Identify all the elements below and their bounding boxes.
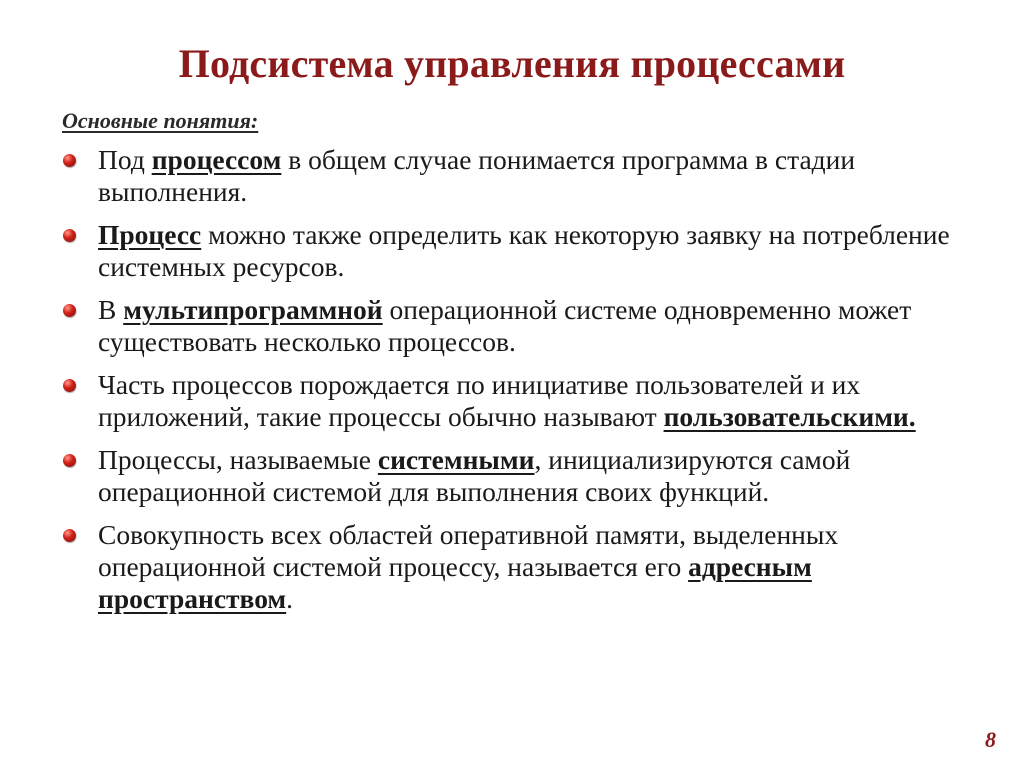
red-ball-bullet-icon [63, 529, 76, 542]
concepts-list [62, 144, 962, 626]
key-term: Процесс [98, 219, 202, 250]
bullet-text: Под [98, 144, 152, 175]
key-term: пользовательскими. [663, 401, 916, 432]
bullet-text: , инициализируются самой операционной системой для выполнения своих функций. [98, 444, 851, 507]
red-ball-bullet-icon [63, 379, 76, 392]
key-term: процессом [151, 144, 282, 175]
bullet-text: в общем случае понимается программа в стадии выполнения. [98, 144, 856, 207]
list-item [62, 219, 962, 283]
list-item [62, 369, 962, 433]
list-item [62, 519, 962, 615]
bullet-text: операционной системе одновременно может существовать несколько процессов. [98, 294, 912, 357]
red-ball-bullet-icon [63, 229, 76, 242]
bullet-text: Часть процессов порождается по инициативе пользователей и их приложений, такие процессы обычно называют [98, 369, 861, 432]
red-ball-bullet-icon [63, 454, 76, 467]
section-subtitle: Основные понятия: [62, 108, 259, 133]
red-ball-bullet-icon [63, 154, 76, 167]
list-item [62, 444, 962, 508]
page-number: 8 [985, 727, 996, 752]
bullet-text: . [286, 583, 294, 614]
bullet-text: Процессы, называемые [98, 444, 378, 475]
bullet-text: можно также определить как некоторую заявку на потребление системных ресурсов. [98, 219, 950, 282]
list-item [62, 294, 962, 358]
slide-title: Подсистема управления процессами [178, 41, 846, 86]
bullet-text: В [98, 294, 124, 325]
bullet-text: Совокупность всех областей оперативной памяти, выделенных операционной системой процессу, называется его [98, 519, 839, 582]
key-term: системными [377, 444, 535, 475]
red-ball-bullet-icon [63, 304, 76, 317]
key-term: адресным пространством [98, 551, 812, 614]
key-term: мультипрограммной [123, 294, 383, 325]
list-item [62, 144, 962, 208]
